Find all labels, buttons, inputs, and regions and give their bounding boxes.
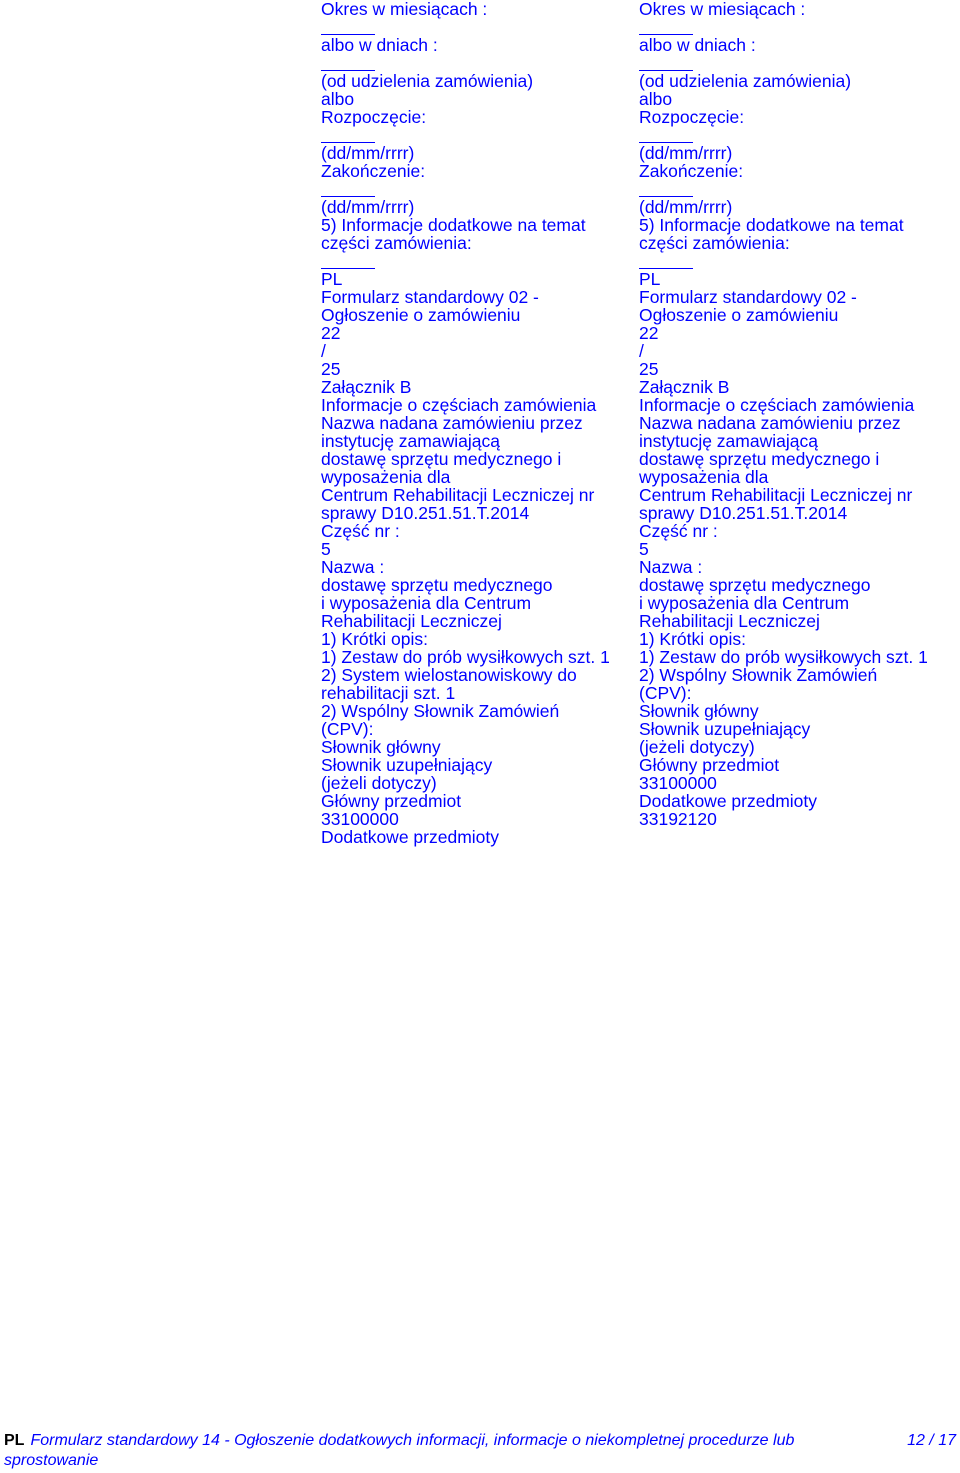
text-line: Centrum Rehabilitacji Leczniczej nr: [321, 485, 595, 505]
text-line: Formularz standardowy 02 -: [639, 287, 857, 307]
text-line: i wyposażenia dla Centrum: [321, 593, 532, 613]
text-line: Nazwa nadana zamówieniu przez: [321, 413, 583, 433]
text-line: /: [639, 341, 644, 361]
left-column: [321, 0, 631, 846]
text-line: 1) Krótki opis:: [321, 629, 428, 649]
text-line: i wyposażenia dla Centrum: [639, 593, 850, 613]
text-line: (dd/mm/rrrr): [639, 197, 733, 217]
text-line: (od udzielenia zamówienia): [639, 71, 852, 91]
text-line: Słownik uzupełniający: [321, 755, 493, 775]
text-line: sprawy D10.251.51.T.2014: [639, 503, 848, 523]
text-line: instytucję zamawiającą: [321, 431, 500, 451]
footer-form-title: Formularz standardowy 14 - Ogłoszenie dodatkowych informacji, informacje o niekompletnej procedurze lub: [30, 1432, 795, 1449]
text-line: Rehabilitacji Leczniczej: [321, 611, 502, 631]
text-line: Nazwa :: [639, 557, 703, 577]
text-line: albo w dniach :: [639, 35, 756, 55]
text-line: /: [321, 341, 326, 361]
text-line: Główny przedmiot: [321, 791, 462, 811]
text-line: 33100000: [639, 773, 717, 793]
text-line: Centrum Rehabilitacji Leczniczej nr: [639, 485, 913, 505]
text-line: Formularz standardowy 02 -: [321, 287, 539, 307]
text-line: albo: [321, 89, 355, 109]
text-line: Nazwa :: [321, 557, 385, 577]
footer-language-code: PL: [4, 1432, 25, 1449]
text-line: (jeżeli dotyczy): [639, 737, 755, 757]
text-line: 25: [639, 359, 659, 379]
text-line: 5: [321, 539, 331, 559]
right-column: [639, 0, 960, 828]
text-line: Ogłoszenie o zamówieniu: [639, 305, 839, 325]
text-line: Część nr :: [321, 521, 400, 541]
text-line: 2) Wspólny Słownik Zamówień: [639, 665, 878, 685]
text-line: Nazwa nadana zamówieniu przez: [639, 413, 901, 433]
text-line: (dd/mm/rrrr): [321, 197, 415, 217]
text-line: Okres w miesiącach :: [321, 0, 488, 19]
text-line: albo: [639, 89, 673, 109]
text-line: Rozpoczęcie:: [639, 107, 745, 127]
text-line: Główny przedmiot: [639, 755, 780, 775]
text-line: dostawę sprzętu medycznego: [321, 575, 553, 595]
text-line: części zamówienia:: [321, 233, 472, 253]
text-line: (CPV):: [321, 719, 374, 739]
text-line: 33100000: [321, 809, 399, 829]
text-line: Informacje o częściach zamówienia: [321, 395, 597, 415]
text-line: 2) Wspólny Słownik Zamówień: [321, 701, 560, 721]
text-line: (od udzielenia zamówienia): [321, 71, 534, 91]
text-line: (jeżeli dotyczy): [321, 773, 437, 793]
text-line: 5: [639, 539, 649, 559]
page-footer: [4, 1431, 956, 1471]
text-line: Słownik główny: [321, 737, 441, 757]
text-line: Ogłoszenie o zamówieniu: [321, 305, 521, 325]
text-line: wyposażenia dla: [639, 467, 769, 487]
text-line: 5) Informacje dodatkowe na temat: [639, 215, 904, 235]
text-line: dostawę sprzętu medycznego i: [321, 449, 562, 469]
text-line: Załącznik B: [321, 377, 412, 397]
footer-form-title-continued: sprostowanie: [4, 1452, 99, 1469]
text-line: 25: [321, 359, 341, 379]
text-line: dostawę sprzętu medycznego i: [639, 449, 880, 469]
text-line: 22: [639, 323, 659, 343]
text-line: Słownik uzupełniający: [639, 719, 811, 739]
text-line: Załącznik B: [639, 377, 730, 397]
text-line: (dd/mm/rrrr): [321, 143, 415, 163]
text-line: PL: [639, 269, 661, 289]
text-line: instytucję zamawiającą: [639, 431, 818, 451]
text-line: PL: [321, 269, 343, 289]
text-line: (dd/mm/rrrr): [639, 143, 733, 163]
footer-page-number: 12 / 17: [907, 1432, 956, 1449]
text-line: 33192120: [639, 809, 717, 829]
text-line: 5) Informacje dodatkowe na temat: [321, 215, 586, 235]
text-line: 22: [321, 323, 341, 343]
text-line: albo w dniach :: [321, 35, 438, 55]
text-line: Rehabilitacji Leczniczej: [639, 611, 820, 631]
text-line: 1) Zestaw do prób wysiłkowych szt. 1: [639, 647, 928, 667]
text-line: wyposażenia dla: [321, 467, 451, 487]
text-line: Zakończenie:: [321, 161, 426, 181]
text-line: części zamówienia:: [639, 233, 790, 253]
text-line: 1) Krótki opis:: [639, 629, 746, 649]
text-line: 1) Zestaw do prób wysiłkowych szt. 1: [321, 647, 610, 667]
text-line: Część nr :: [639, 521, 718, 541]
text-line: (CPV):: [639, 683, 692, 703]
text-line: Rozpoczęcie:: [321, 107, 427, 127]
text-line: Słownik główny: [639, 701, 759, 721]
text-line: Okres w miesiącach :: [639, 0, 806, 19]
text-line: Dodatkowe przedmioty: [321, 827, 499, 847]
text-line: dostawę sprzętu medycznego: [639, 575, 871, 595]
text-line: Zakończenie:: [639, 161, 744, 181]
text-line: Informacje o częściach zamówienia: [639, 395, 915, 415]
text-line: sprawy D10.251.51.T.2014: [321, 503, 530, 523]
text-line: Dodatkowe przedmioty: [639, 791, 817, 811]
text-line: rehabilitacji szt. 1: [321, 683, 456, 703]
text-line: 2) System wielostanowiskowy do: [321, 665, 577, 685]
